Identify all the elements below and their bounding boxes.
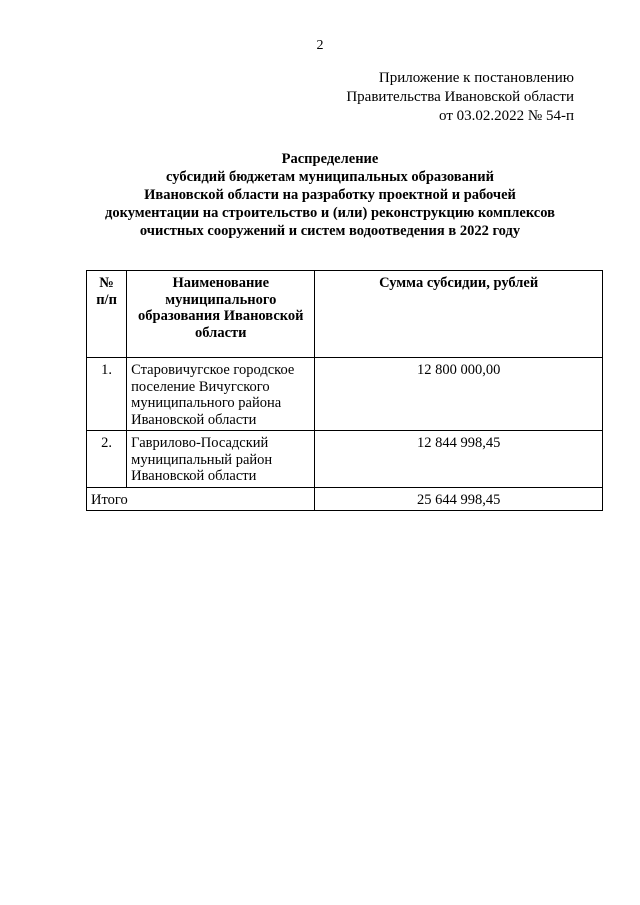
appendix-reference <box>346 69 574 126</box>
municipality-line: Гаврилово-Посадский <box>131 435 269 451</box>
total-label: Итого <box>87 487 315 511</box>
row-number: 1. <box>87 358 127 431</box>
appendix-line: Правительства Ивановской области <box>346 89 574 105</box>
title-line: Ивановской области на разработку проектной и рабочей <box>144 187 516 203</box>
header-municipality-line: образования Ивановской <box>138 308 304 324</box>
header-municipality-line: муниципального <box>165 291 277 308</box>
table-row <box>87 358 603 431</box>
row-sum: 12 800 000,00 <box>315 358 603 431</box>
municipality-line: муниципальный район <box>131 451 273 468</box>
header-municipality <box>127 271 315 358</box>
header-number-symbol: № <box>99 275 114 291</box>
header-sum: Сумма субсидии, рублей <box>315 271 603 358</box>
municipality-line: муниципального района <box>131 395 282 411</box>
row-municipality <box>127 358 315 431</box>
municipality-line: поселение Вичугского <box>131 378 270 395</box>
subsidy-distribution-table <box>86 270 603 511</box>
document-title <box>60 150 600 240</box>
municipality-line: Ивановской области <box>131 468 257 484</box>
title-line: Распределение <box>281 151 379 167</box>
appendix-line: Приложение к постановлению <box>378 70 574 86</box>
total-sum: 25 644 998,45 <box>315 487 603 511</box>
municipality-line: Ивановской области <box>131 411 257 428</box>
title-line: очистных сооружений и систем водоотведения в 2022 году <box>139 223 521 239</box>
municipality-line: Старовичугское городское <box>131 362 295 378</box>
header-number-abbr: п/п <box>96 291 117 308</box>
appendix-line: от 03.02.2022 № 54-п <box>439 108 574 124</box>
row-sum: 12 844 998,45 <box>315 431 603 488</box>
title-line: документации на строительство и (или) реконструкцию комплексов <box>105 205 555 221</box>
page-number: 2 <box>316 38 324 53</box>
header-number <box>87 271 127 358</box>
header-municipality-line: области <box>195 324 247 341</box>
row-number: 2. <box>87 431 127 488</box>
table-header-row <box>87 271 603 358</box>
header-municipality-line: Наименование <box>172 275 270 291</box>
title-line: субсидий бюджетам муниципальных образований <box>166 169 494 185</box>
table-row <box>87 431 603 488</box>
table-total-row <box>87 487 603 511</box>
row-municipality <box>127 431 315 488</box>
